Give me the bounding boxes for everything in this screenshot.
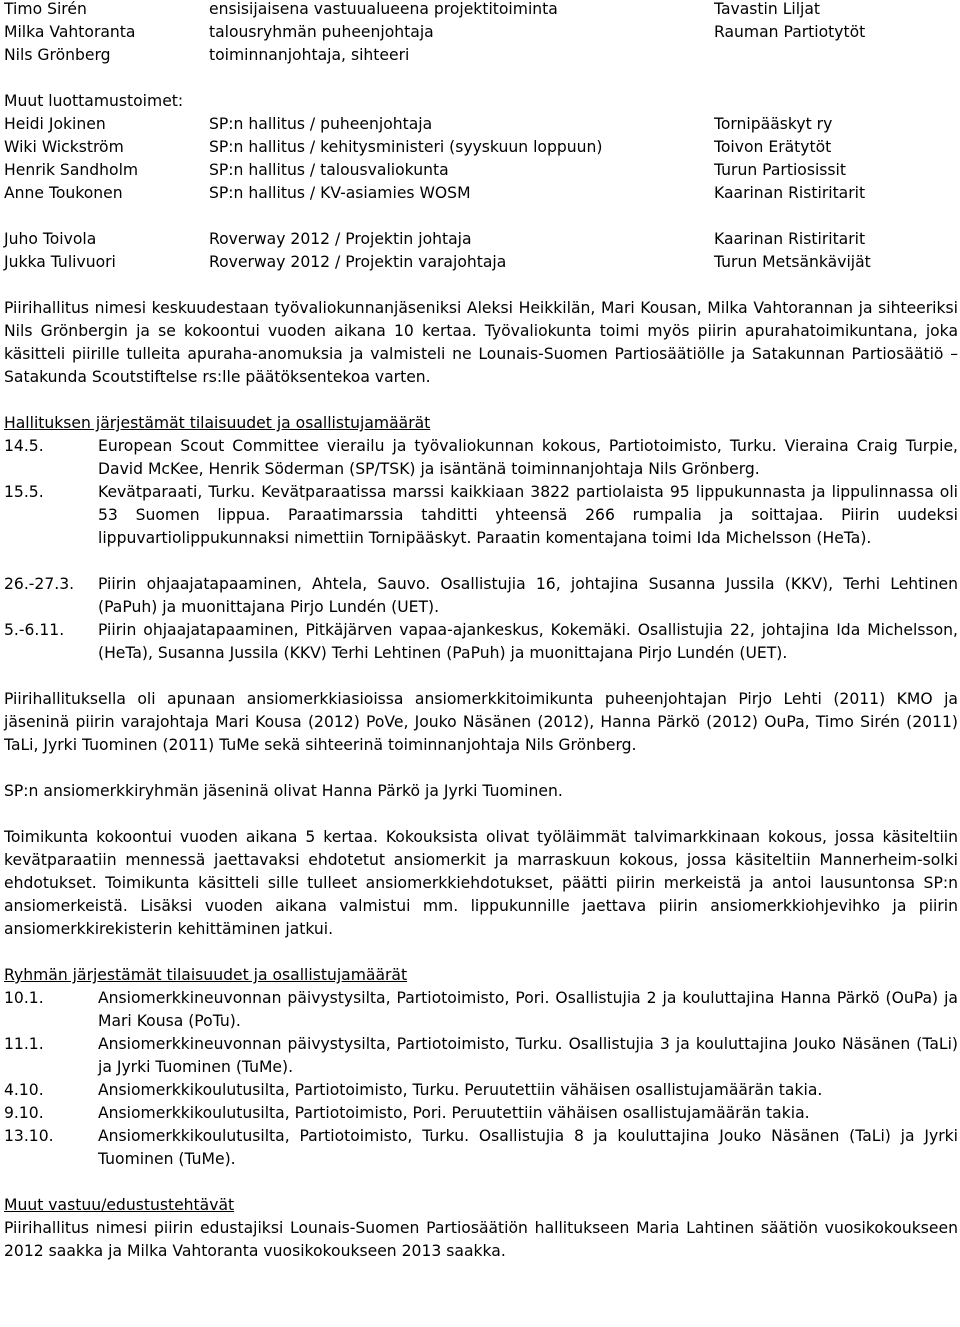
event-entry (4, 619, 958, 665)
event-text: Ansiomerkkikoulutusilta, Partiotoimisto, Turku. Peruutettiin vähäisen osallistujamäärän takia. (98, 1081, 823, 1099)
ansiomerkki-paragraph: Piirihallituksella oli apunaan ansiomerkkiasioissa ansiomerkkitoimikunta puheenjohtajan Pirjo Lehti (2011) KMO ja jäseninä piirin varajohtaja Mari Kousa (2012) PoVe, Jouko Näsänen (2012), Hanna Pärkö (2012) OuPa, Timo Sirén (2011) TaLi, Jyrki Tuominen (2011) TuMe sekä sihteerinä toiminnanjohtaja Nils Grönberg. (4, 690, 958, 754)
event-entry (4, 1033, 958, 1079)
person-role: ensisijaisena vastuualueena projektitoiminta (209, 0, 558, 18)
event-date: 10.1. (4, 989, 44, 1007)
person-role: SP:n hallitus / kehitysministeri (syyskuun loppuun) (209, 138, 603, 156)
event-date: 11.1. (4, 1035, 44, 1053)
event-text: Kevätparaati, Turku. Kevätparaatissa marssi kaikkiaan 3822 partiolaista 95 lippukunnasta ja lippulinnassa oli 53 Suomen lippua. Paraatimarssia tahditti yhteensä 266 rumpalia ja soittajaa. Piirin uudeksi lippuvartiolippukunnaksi nimettiin Tornipääskyt. Paraatin komentajana toimi Ida Michelsson (HeTa). (98, 483, 958, 547)
person-row (4, 251, 958, 274)
person-name: Nils Grönberg (4, 46, 111, 64)
person-role: Roverway 2012 / Projektin varajohtaja (209, 253, 507, 271)
person-org: Turun Partiosissit (714, 161, 846, 179)
event-text: Ansiomerkkineuvonnan päivystysilta, Partiotoimisto, Turku. Osallistujia 3 ja kouluttajina Jouko Näsänen (TaLi) ja Jyrki Tuominen (TuMe). (98, 1035, 958, 1076)
event-date: 4.10. (4, 1081, 44, 1099)
person-name: Milka Vahtoranta (4, 23, 136, 41)
tyovaliokunta-paragraph: Piirihallitus nimesi keskuudestaan työvaliokunnanjäseniksi Aleksi Heikkilän, Mari Kousan, Milka Vahtorannan ja sihteeriksi Nils Grönbergin ja se kokoontui vuoden aikana 10 kertaa. Työvaliokunta toimi myös piirin apurahatoimikuntana, joka käsitteli piirille tulleita apuraha-anomuksia ja valmisteli ne Lounais-Suomen Partiosäätiölle ja Satakunnan Partiosäätiö – Satakunda Scoutstiftelse rs:lle päätöksentekoa varten. (4, 299, 958, 386)
event-entry (4, 987, 958, 1033)
event-text: Piirin ohjaajatapaaminen, Pitkäjärven vapaa-ajankeskus, Kokemäki. Osallistujia 22, johtajina Ida Michelsson, (HeTa), Susanna Jussila (KKV) Terhi Lehtinen (PaPuh) ja muonittajana Pirjo Lundén (UET). (98, 621, 958, 662)
person-role: talousryhmän puheenjohtaja (209, 23, 434, 41)
event-entry (4, 481, 958, 550)
event-text: Ansiomerkkikoulutusilta, Partiotoimisto, Pori. Peruutettiin vähäisen osallistujamäärän takia. (98, 1104, 810, 1122)
event-date: 15.5. (4, 483, 44, 501)
person-role: SP:n hallitus / KV-asiamies WOSM (209, 184, 471, 202)
person-row (4, 182, 958, 205)
person-role: Roverway 2012 / Projektin johtaja (209, 230, 472, 248)
muut-vastuu-heading: Muut vastuu/edustustehtävät (4, 1196, 235, 1214)
event-entry (4, 1125, 958, 1171)
person-org: Toivon Erätytöt (714, 138, 832, 156)
person-org: Rauman Partiotytöt (714, 23, 866, 41)
person-role: SP:n hallitus / talousvaliokunta (209, 161, 449, 179)
event-date: 14.5. (4, 437, 44, 455)
muut-luottamustoimet-heading: Muut luottamustoimet: (4, 92, 184, 110)
person-role: SP:n hallitus / puheenjohtaja (209, 115, 433, 133)
event-text: Ansiomerkkineuvonnan päivystysilta, Partiotoimisto, Pori. Osallistujia 2 ja kouluttajina Hanna Pärkö (OuPa) ja Mari Kousa (PoTu). (98, 989, 958, 1030)
document-page (4, 0, 958, 1263)
hallitus-events-heading: Hallituksen järjestämät tilaisuudet ja osallistujamäärät (4, 414, 431, 432)
person-row (4, 44, 958, 67)
person-name: Timo Sirén (4, 0, 87, 18)
sp-ryhma-paragraph: SP:n ansiomerkkiryhmän jäseninä olivat Hanna Pärkö ja Jyrki Tuominen. (4, 782, 563, 800)
person-role: toiminnanjohtaja, sihteeri (209, 46, 410, 64)
person-name: Jukka Tulivuori (4, 253, 116, 271)
person-name: Henrik Sandholm (4, 161, 139, 179)
event-date: 13.10. (4, 1127, 54, 1145)
person-org: Kaarinan Ristiritarit (714, 230, 866, 248)
event-text: Ansiomerkkikoulutusilta, Partiotoimisto, Turku. Osallistujia 8 ja kouluttajina Jouko Näsänen (TaLi) ja Jyrki Tuominen (TuMe). (98, 1127, 958, 1168)
person-row (4, 21, 958, 44)
person-row (4, 0, 958, 21)
person-name: Juho Toivola (4, 230, 97, 248)
person-name: Wiki Wickström (4, 138, 124, 156)
event-date: 26.-27.3. (4, 575, 75, 593)
event-entry (4, 435, 958, 481)
person-row (4, 113, 958, 136)
event-entry (4, 573, 958, 619)
event-text: European Scout Committee vierailu ja työvaliokunnan kokous, Partiotoimisto, Turku. Vieraina Craig Turpie, David McKee, Henrik Söderman (SP/TSK) ja isäntänä toiminnanjohtaja Nils Grönberg. (98, 437, 958, 478)
person-name: Heidi Jokinen (4, 115, 106, 133)
muut-vastuu-paragraph: Piirihallitus nimesi piirin edustajiksi Lounais-Suomen Partiosäätiön hallitukseen Maria Lahtinen säätiön vuosikokoukseen 2012 saakka ja Milka Vahtoranta vuosikokoukseen 2013 saakka. (4, 1219, 958, 1260)
toimikunta-paragraph: Toimikunta kokoontui vuoden aikana 5 kertaa. Kokouksista olivat työläimmät talvimarkkinaan kokous, jossa käsiteltiin kevätparaatiin mennessä jaettavaksi ehdotetut ansiomerkit ja marraskuun kokous, jossa käsiteltiin Mannerheim-solki ehdotukset. Toimikunta käsitteli sille tulleet ansiomerkkiehdotukset, päätti piirin merkeistä ja antoi lausuntonsa SP:n ansiomerkeistä. Lisäksi vuoden aikana valmistui mm. lippukunnille jaettava piirin ansiomerkkiohjevihko ja piirin ansiomerkkirekisterin kehittäminen jatkui. (4, 828, 958, 938)
person-org: Tavastin Liljat (714, 0, 821, 18)
event-date: 5.-6.11. (4, 621, 65, 639)
event-entry (4, 1079, 958, 1102)
event-text: Piirin ohjaajatapaaminen, Ahtela, Sauvo. Osallistujia 16, johtajina Susanna Jussila (KKV), Terhi Lehtinen (PaPuh) ja muonittajana Pirjo Lundén (UET). (98, 575, 958, 616)
person-org: Turun Metsänkävijät (714, 253, 871, 271)
person-org: Kaarinan Ristiritarit (714, 184, 866, 202)
event-entry (4, 1102, 958, 1125)
person-row (4, 159, 958, 182)
person-row (4, 228, 958, 251)
person-org: Tornipääskyt ry (714, 115, 833, 133)
person-name: Anne Toukonen (4, 184, 123, 202)
person-row (4, 136, 958, 159)
event-date: 9.10. (4, 1104, 44, 1122)
ryhma-events-heading: Ryhmän järjestämät tilaisuudet ja osallistujamäärät (4, 966, 408, 984)
